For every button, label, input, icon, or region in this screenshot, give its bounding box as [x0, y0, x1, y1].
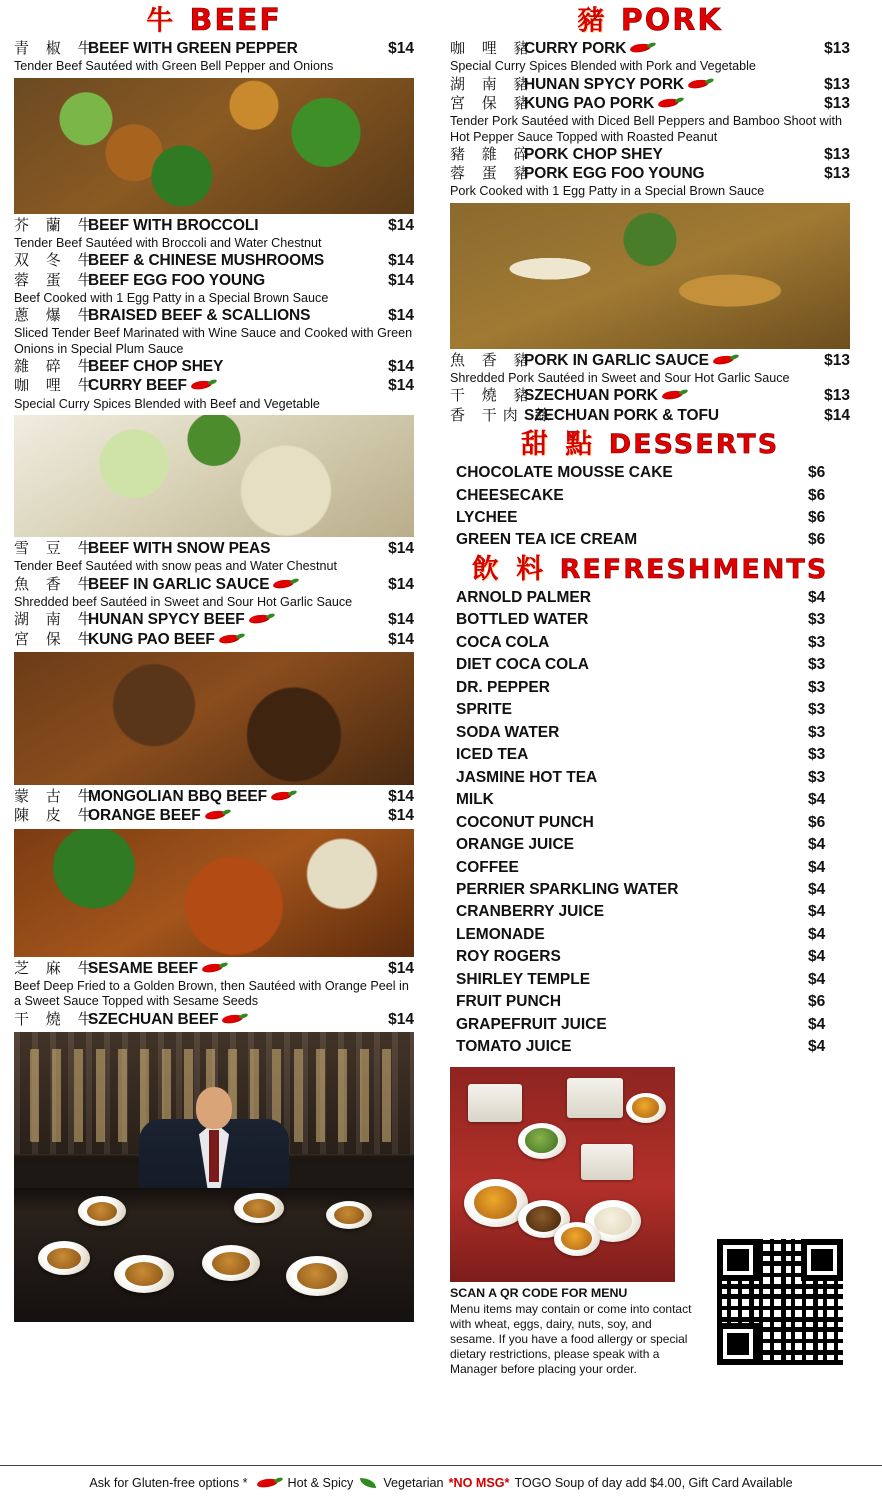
item-chinese: 宮 保 豬 — [450, 93, 535, 112]
refreshment-price: $4 — [808, 903, 826, 921]
footer-vegetarian: Vegetarian — [383, 1476, 444, 1490]
beef-section-banner — [14, 3, 414, 38]
item-price: $13 — [824, 40, 850, 57]
item-price: $14 — [388, 1010, 414, 1028]
refreshment-name: FRUIT PUNCH — [456, 993, 562, 1011]
menu-item — [14, 611, 414, 629]
item-description: Tender Beef Sautéed with Broccoli and Water Chestnut — [14, 235, 322, 250]
refreshments-banner-chinese: 飲 料 — [471, 553, 548, 585]
food-bowl — [518, 1123, 566, 1159]
menu-item — [14, 272, 414, 290]
chili-pepper-icon — [688, 79, 714, 90]
refreshment-row — [450, 654, 850, 676]
refreshment-row — [450, 677, 850, 699]
refreshment-name: SHIRLEY TEMPLE — [456, 970, 591, 988]
refreshment-name: PERRIER SPARKLING WATER — [456, 881, 679, 899]
menu-item — [14, 807, 414, 825]
item-chinese: 香 干肉 絲 — [450, 405, 556, 424]
dessert-name: GREEN TEA ICE CREAM — [456, 531, 638, 549]
menu-item — [450, 95, 850, 113]
pork-banner-english: PORK — [620, 3, 723, 38]
item-description: Tender Pork Sautéed with Diced Bell Peppers and Bamboo Shoot with Hot Pepper Sauce Topped with Roasted Peanut — [450, 114, 843, 144]
item-name: CURRY BEEF — [88, 377, 374, 395]
refreshment-price: $3 — [808, 723, 826, 741]
refreshment-name: COCA COLA — [456, 633, 550, 651]
item-chinese: 咖 哩 豬 — [450, 39, 535, 57]
refreshment-price: $6 — [808, 993, 826, 1011]
item-chinese: 干 燒 牛 — [14, 1009, 99, 1028]
menu-item — [450, 352, 850, 370]
item-description: Pork Cooked with 1 Egg Patty in a Special Brown Sauce — [450, 184, 765, 199]
chili-pepper-icon — [271, 791, 297, 802]
item-name: BRAISED BEEF & SCALLIONS — [88, 307, 311, 325]
item-chinese: 魚 香 牛 — [14, 574, 99, 593]
refreshment-name: GRAPEFRUIT JUICE — [456, 1015, 607, 1033]
menu-item — [14, 307, 414, 325]
menu-item — [450, 146, 850, 164]
item-name: MONGOLIAN BBQ BEEF — [88, 788, 374, 806]
refreshments-section-banner — [450, 553, 850, 585]
item-description: Shredded beef Sautéed in Sweet and Sour Hot Garlic Sauce — [14, 595, 353, 610]
menu-item — [14, 40, 414, 58]
pork-section-banner — [450, 3, 850, 38]
pork-banner-chinese: 豬 — [577, 5, 609, 37]
refreshment-price: $3 — [808, 633, 826, 651]
desserts-banner-chinese: 甜 點 — [520, 429, 597, 461]
beef-banner-english: BEEF — [189, 3, 282, 38]
menu-item — [14, 788, 414, 806]
item-description: Special Curry Spices Blended with Beef and Vegetable — [14, 396, 320, 411]
allergy-notice: Menu items may contain or come into contact with wheat, eggs, dairy, nuts, soy, and sesame. If you have a food allergy or special dietary restrictions, please speak with a Manager before placing your order. — [450, 1301, 692, 1376]
chili-pepper-icon — [662, 390, 688, 401]
item-chinese: 蓉 蛋 牛 — [14, 270, 99, 289]
refreshment-name: ROY ROGERS — [456, 948, 561, 966]
refreshment-price: $3 — [808, 701, 826, 719]
item-chinese: 芝 麻 牛 — [14, 958, 99, 977]
refreshment-row — [450, 587, 850, 609]
refreshment-name: JASMINE HOT TEA — [456, 768, 598, 786]
item-name: HUNAN SPYCY BEEF — [88, 611, 374, 629]
refreshment-price: $3 — [808, 656, 826, 674]
refreshment-row — [450, 1014, 850, 1036]
plate — [202, 1245, 260, 1281]
item-chinese: 豬 雜 碎 — [450, 144, 535, 163]
chili-pepper-icon — [257, 1478, 283, 1489]
item-price: $14 — [388, 377, 414, 395]
photo-mongolian-beef — [14, 652, 414, 785]
item-price: $13 — [824, 145, 850, 163]
item-name: KUNG PAO PORK — [524, 95, 810, 113]
refreshment-row — [450, 609, 850, 631]
item-name: BEEF WITH BROCCOLI — [88, 216, 259, 234]
menu-item — [14, 1011, 414, 1029]
footer-togo: TOGO Soup of day add $4.00, Gift Card Available — [514, 1476, 793, 1490]
dessert-row — [450, 462, 850, 484]
photo-pork-dish — [450, 203, 850, 349]
refreshment-row — [450, 946, 850, 968]
item-chinese: 蔥 爆 牛 — [14, 306, 99, 325]
chili-pepper-icon — [219, 634, 245, 645]
menu-item — [14, 540, 414, 558]
item-price: $13 — [824, 75, 850, 93]
scan-qr-label: SCAN A QR CODE FOR MENU — [450, 1285, 628, 1300]
refreshment-row — [450, 744, 850, 766]
takeout-box — [581, 1144, 633, 1180]
item-name: PORK EGG FOO YOUNG — [524, 165, 705, 183]
item-chinese: 湖 南 牛 — [14, 610, 99, 629]
item-chinese: 雪 豆 牛 — [14, 539, 99, 558]
item-description: Shredded Pork Sautéed in Sweet and Sour Hot Garlic Sauce — [450, 371, 790, 386]
menu-item — [450, 407, 850, 425]
refreshment-price: $4 — [808, 925, 826, 943]
qr-finder-top-left — [717, 1239, 759, 1281]
person-tie — [209, 1130, 219, 1182]
refreshment-price: $4 — [808, 948, 826, 966]
refreshment-name: COFFEE — [456, 858, 519, 876]
refreshments-banner-english: REFRESHMENTS — [559, 553, 829, 585]
item-description: Tender Beef Sautéed with snow peas and Water Chestnut — [14, 559, 337, 574]
refreshment-price: $4 — [808, 858, 826, 876]
qr-code-pattern — [717, 1239, 843, 1365]
qr-finder-top-right — [801, 1239, 843, 1281]
chili-pepper-icon — [249, 614, 275, 625]
item-chinese: 陳 皮 牛 — [14, 806, 99, 825]
item-name: PORK IN GARLIC SAUCE — [524, 352, 810, 370]
menu-item — [14, 217, 414, 235]
refreshment-name: COCONUT PUNCH — [456, 813, 594, 831]
refreshment-row — [450, 699, 850, 721]
footer-hot-spicy: Hot & Spicy — [287, 1476, 354, 1490]
item-price: $14 — [388, 540, 414, 558]
beef-column — [14, 4, 414, 1500]
refreshment-name: LEMONADE — [456, 925, 545, 943]
item-price: $13 — [824, 351, 850, 369]
photo-beef-snow-peas — [14, 415, 414, 537]
chili-pepper-icon — [658, 98, 684, 109]
photo-owner-with-dishes — [14, 1032, 414, 1322]
item-chinese: 魚 香 豬 — [450, 350, 535, 369]
item-description: Sliced Tender Beef Marinated with Wine Sauce and Cooked with Green Onions in Special Plum Sauce — [14, 326, 413, 356]
dessert-price: $6 — [808, 508, 826, 526]
refreshment-name: ARNOLD PALMER — [456, 588, 591, 606]
item-chinese: 雜 碎 牛 — [14, 357, 99, 376]
footer-notes — [0, 1465, 882, 1500]
item-price: $14 — [388, 611, 414, 629]
takeout-box — [468, 1084, 522, 1122]
item-name: ORANGE BEEF — [88, 807, 374, 825]
menu-item — [450, 40, 850, 58]
plate — [78, 1196, 126, 1226]
item-name: BEEF & CHINESE MUSHROOMS — [88, 252, 325, 270]
item-name: BEEF CHOP SHEY — [88, 358, 224, 376]
item-name: SZECHUAN BEEF — [88, 1011, 374, 1029]
item-price: $13 — [824, 165, 850, 183]
dessert-name: CHOCOLATE MOUSSE CAKE — [456, 464, 673, 482]
item-chinese: 蓉 蛋 豬 — [450, 164, 535, 183]
food-bowl — [554, 1222, 600, 1256]
chili-pepper-icon — [630, 43, 656, 54]
refreshment-price: $4 — [808, 970, 826, 988]
chili-pepper-icon — [713, 355, 739, 366]
menu-item — [14, 631, 414, 649]
refreshment-name: ICED TEA — [456, 746, 529, 764]
dessert-row — [450, 507, 850, 529]
refreshment-name: MILK — [456, 791, 494, 809]
refreshment-row — [450, 722, 850, 744]
item-name: BEEF EGG FOO YOUNG — [88, 271, 266, 289]
item-chinese: 湖 南 豬 — [450, 74, 535, 93]
qr-code[interactable] — [714, 1236, 846, 1368]
refreshment-name: CRANBERRY JUICE — [456, 903, 605, 921]
item-chinese: 双 冬 牛 — [14, 251, 99, 270]
refreshment-price: $3 — [808, 746, 826, 764]
plate — [286, 1256, 348, 1296]
refreshment-row — [450, 632, 850, 654]
photo-table-spread — [450, 1067, 675, 1282]
item-chinese: 蒙 古 牛 — [14, 786, 99, 805]
refreshment-name: SPRITE — [456, 701, 512, 719]
menu-item — [14, 377, 414, 395]
footer-no-msg: *NO MSG* — [448, 1476, 510, 1490]
food-bowl — [626, 1093, 666, 1123]
dessert-row — [450, 485, 850, 507]
item-price: $14 — [824, 406, 850, 424]
item-name: SZECHUAN PORK — [524, 387, 810, 405]
takeout-box — [567, 1078, 623, 1118]
menu-item — [450, 76, 850, 94]
item-price: $14 — [388, 575, 414, 593]
refreshment-row — [450, 901, 850, 923]
chili-pepper-icon — [202, 963, 228, 974]
refreshment-row — [450, 969, 850, 991]
desserts-section-banner — [450, 429, 850, 461]
chili-pepper-icon — [273, 579, 299, 590]
item-price: $13 — [824, 387, 850, 405]
refreshment-row — [450, 789, 850, 811]
refreshment-price: $4 — [808, 1015, 826, 1033]
refreshment-price: $3 — [808, 768, 826, 786]
item-name: SESAME BEEF — [88, 960, 374, 978]
item-price: $14 — [388, 216, 414, 234]
plate — [326, 1201, 372, 1229]
chili-pepper-icon — [205, 810, 231, 821]
item-chinese: 宮 保 牛 — [14, 629, 99, 648]
item-price: $14 — [388, 358, 414, 376]
item-price: $14 — [388, 959, 414, 977]
menu-item — [450, 387, 850, 405]
footer-gluten-free: Ask for Gluten-free options * — [89, 1476, 248, 1490]
refreshment-name: ORANGE JUICE — [456, 836, 574, 854]
beef-banner-chinese: 牛 — [146, 5, 178, 37]
menu-item — [14, 252, 414, 270]
item-name: KUNG PAO BEEF — [88, 631, 374, 649]
item-name: HUNAN SPYCY PORK — [524, 76, 810, 94]
refreshment-price: $4 — [808, 881, 826, 899]
refreshment-price: $3 — [808, 611, 826, 629]
menu-item — [450, 165, 850, 183]
leaf-icon — [360, 1478, 376, 1488]
refreshment-name: SODA WATER — [456, 723, 560, 741]
refreshment-row — [450, 991, 850, 1013]
item-name: BEEF WITH GREEN PEPPER — [88, 40, 298, 57]
refreshment-name: BOTTLED WATER — [456, 611, 589, 629]
refreshment-price: $4 — [808, 588, 826, 606]
dessert-name: LYCHEE — [456, 508, 518, 526]
plate — [114, 1255, 174, 1293]
refreshment-price: $6 — [808, 813, 826, 831]
item-name: CURRY PORK — [524, 40, 810, 58]
person-head — [196, 1087, 232, 1129]
menu-item — [14, 358, 414, 376]
item-description: Beef Deep Fried to a Golden Brown, then Sautéed with Orange Peel in a Sweet Sauce Topped with Sesame Seeds — [14, 978, 409, 1009]
refreshment-name: TOMATO JUICE — [456, 1038, 572, 1056]
chili-pepper-icon — [222, 1014, 248, 1025]
dessert-name: CHEESECAKE — [456, 486, 564, 504]
item-chinese: 咖 哩 牛 — [14, 376, 99, 395]
chili-pepper-icon — [191, 380, 217, 391]
pork-column — [450, 4, 850, 1500]
item-chinese: 芥 蘭 牛 — [14, 215, 99, 234]
item-price: $13 — [824, 94, 850, 112]
menu-item — [14, 960, 414, 978]
refreshment-name: DR. PEPPER — [456, 678, 550, 696]
item-price: $14 — [388, 307, 414, 325]
item-price: $14 — [388, 40, 414, 57]
item-description: Beef Cooked with 1 Egg Patty in a Special Brown Sauce — [14, 290, 329, 305]
refreshment-row — [450, 834, 850, 856]
item-chinese: 青 椒 牛 — [14, 39, 99, 57]
dessert-price: $6 — [808, 486, 826, 504]
refreshment-row — [450, 857, 850, 879]
item-name: PORK CHOP SHEY — [524, 145, 663, 163]
dessert-price: $6 — [808, 531, 826, 549]
refreshment-name: DIET COCA COLA — [456, 656, 589, 674]
item-price: $14 — [388, 630, 414, 648]
refreshment-row — [450, 812, 850, 834]
item-price: $14 — [388, 807, 414, 825]
qr-finder-bottom-left — [717, 1323, 759, 1365]
item-name: BEEF WITH SNOW PEAS — [88, 540, 271, 558]
item-description: Special Curry Spices Blended with Pork and Vegetable — [450, 59, 756, 74]
photo-beef-green-pepper — [14, 78, 414, 214]
dessert-row — [450, 529, 850, 551]
refreshment-price: $3 — [808, 678, 826, 696]
refreshment-row — [450, 924, 850, 946]
desserts-banner-english: DESSERTS — [608, 429, 780, 461]
item-price: $14 — [388, 252, 414, 270]
item-chinese: 干 燒 豬 — [450, 386, 535, 405]
refreshment-price: $4 — [808, 1038, 826, 1056]
refreshment-row — [450, 767, 850, 789]
item-description: Tender Beef Sautéed with Green Bell Pepper and Onions — [14, 59, 334, 74]
item-price: $14 — [388, 787, 414, 805]
refreshment-price: $4 — [808, 836, 826, 854]
refreshment-row — [450, 879, 850, 901]
refreshment-price: $4 — [808, 791, 826, 809]
item-name: SZECHUAN PORK & TOFU — [524, 406, 719, 424]
menu-item — [14, 576, 414, 594]
refreshment-row — [450, 1036, 850, 1058]
dessert-price: $6 — [808, 464, 826, 482]
photo-sesame-beef — [14, 829, 414, 957]
item-name: BEEF IN GARLIC SAUCE — [88, 576, 374, 594]
item-price: $14 — [388, 271, 414, 289]
